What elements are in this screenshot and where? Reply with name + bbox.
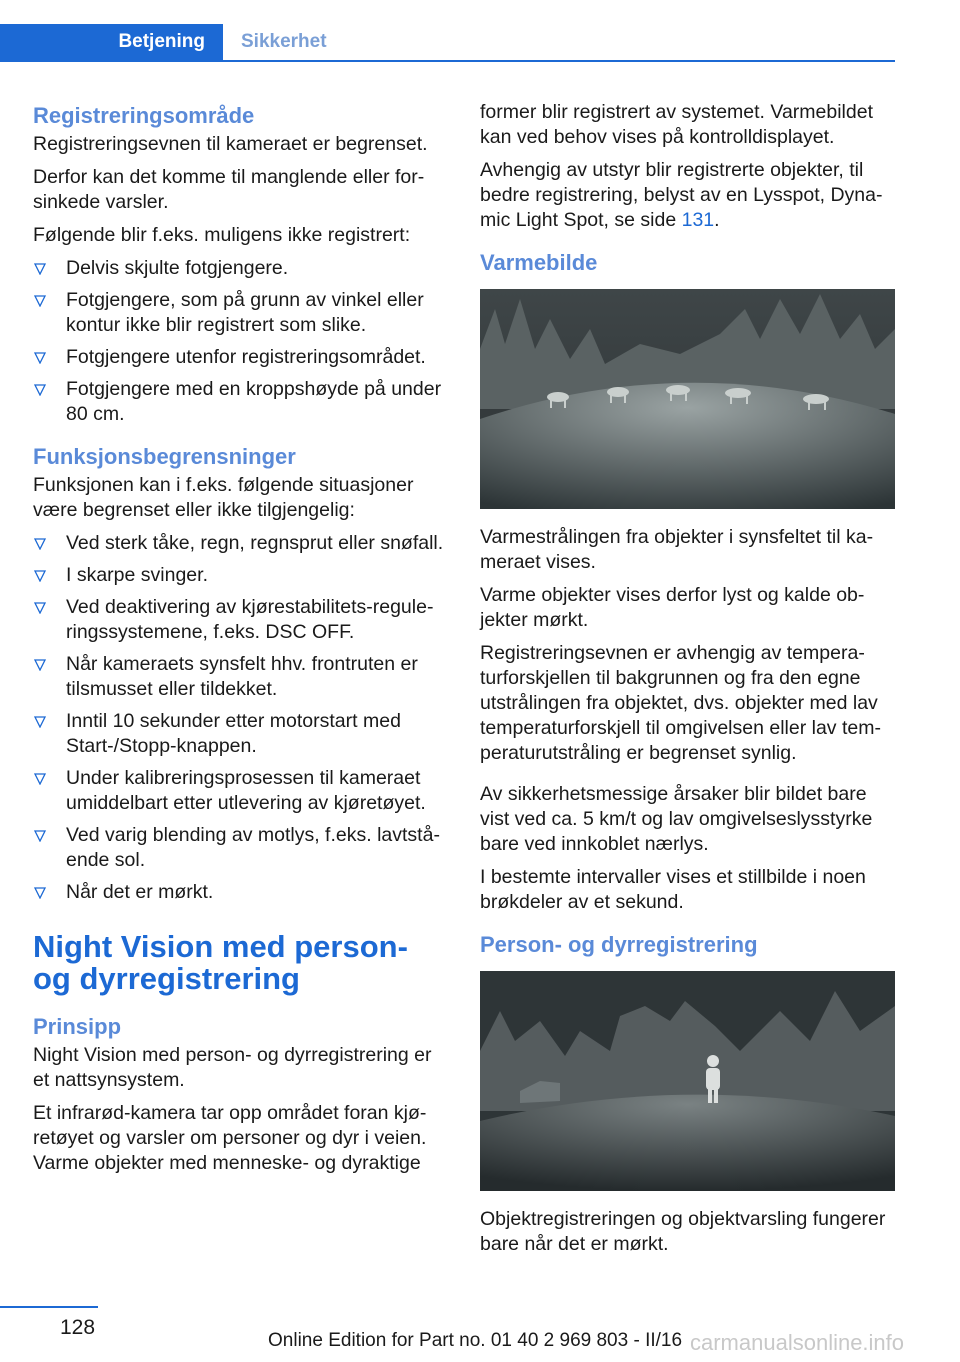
triangle-bullet-icon	[34, 830, 46, 842]
list-not-registered	[33, 256, 451, 427]
triangle-bullet-icon	[34, 602, 46, 614]
list-item: Inntil 10 sekunder etter motorstart med Start-/Stopp-knappen.	[33, 709, 451, 759]
page-number-divider	[0, 1306, 98, 1308]
watermark: carmanualsonline.info	[690, 1330, 905, 1355]
heading-varmebilde: Varmebilde	[480, 250, 598, 275]
chapter-tabs	[0, 24, 895, 62]
triangle-bullet-icon	[34, 773, 46, 785]
left-column	[33, 100, 451, 1184]
paragraph: Objektregistreringen og objektvarsling fungerer bare når det er mørkt.	[480, 1208, 886, 1255]
thermal-image-animals	[480, 289, 895, 509]
triangle-bullet-icon	[34, 570, 46, 582]
triangle-bullet-icon	[34, 659, 46, 671]
triangle-bullet-icon	[34, 352, 46, 364]
heading-prinsipp: Prinsipp	[33, 1014, 122, 1039]
list-item: I skarpe svinger.	[33, 563, 451, 588]
paragraph: Registreringsevnen er avhengig av temperaturforskjellen til bakgrunnen og fra den egne utstrålingen fra objektet, dvs. objekter med lav temperaturforskjell til omgivelsen eller lav temperaturutstråling er begrenset synlig.	[480, 642, 881, 764]
list-item: Ved deaktivering av kjørestabilitets-reguleringssystemene, f.eks. DSC OFF.	[33, 595, 451, 645]
paragraph: Funksjonen kan i f.eks. følgende situasjoner være begrenset eller ikke tilgjengelig:	[33, 474, 414, 521]
paragraph: Varmestrålingen fra objekter i synsfeltet til kameraet vises.	[480, 526, 874, 573]
paragraph: Registreringsevnen til kameraet er begrenset.	[33, 133, 428, 155]
heading-registreringsomrade: Registreringsområde	[33, 103, 255, 128]
heading-funksjonsbegrensninger: Funksjonsbegrensninger	[33, 444, 296, 469]
heading-person-dyrregistrering: Person- og dyrregistrering	[480, 932, 758, 957]
triangle-bullet-icon	[34, 538, 46, 550]
list-limitations	[33, 531, 451, 905]
triangle-bullet-icon	[34, 384, 46, 396]
paragraph: Derfor kan det komme til manglende eller forsinkede varsler.	[33, 166, 425, 213]
page-reference-link[interactable]: 131	[681, 209, 715, 231]
paragraph: Et infrarød-kamera tar opp området foran kjøretøyet og varsler om personer og dyr i veien. Varme objekter med menneske- og dyraktige	[33, 1102, 427, 1174]
triangle-bullet-icon	[34, 716, 46, 728]
triangle-bullet-icon	[34, 295, 46, 307]
list-item: Når kameraets synsfelt hhv. frontruten er tilsmusset eller tildekket.	[33, 652, 451, 702]
right-column	[480, 100, 898, 1265]
paragraph: Night Vision med person- og dyrregistrering er et nattsynsystem.	[33, 1044, 432, 1091]
list-item: Fotgjengere utenfor registreringsområdet.	[33, 345, 451, 370]
list-item: Under kalibreringsprosessen til kameraet umiddelbart etter utlevering av kjøretøyet.	[33, 766, 451, 816]
list-item: Fotgjengere, som på grunn av vinkel eller kontur ikke blir registrert som slike.	[33, 288, 451, 338]
list-item: Fotgjengere med en kroppshøyde på under 80 cm.	[33, 377, 451, 427]
page-number: 128	[60, 1316, 96, 1339]
list-item: Når det er mørkt.	[33, 880, 451, 905]
triangle-bullet-icon	[34, 263, 46, 275]
tab-sikkerhet[interactable]: Sikkerhet	[241, 31, 327, 52]
tab-betjening[interactable]: Betjening	[0, 24, 223, 60]
list-item: Ved sterk tåke, regn, regnsprut eller snøfall.	[33, 531, 451, 556]
paragraph: Varme objekter vises derfor lyst og kalde objekter mørkt.	[480, 584, 865, 631]
edition-footer: Online Edition for Part no. 01 40 2 969 803 - II/16	[268, 1330, 683, 1351]
paragraph: I bestemte intervaller vises et stillbilde i noen brøkdeler av et sekund.	[480, 866, 866, 913]
list-item: Delvis skjulte fotgjengere.	[33, 256, 451, 281]
paragraph: former blir registrert av systemet. Varmebildet kan ved behov vises på kontrolldisplayet.	[480, 101, 873, 148]
thermal-image-person	[480, 971, 895, 1191]
heading-night-vision: Night Vision med person- og dyrregistrering	[33, 929, 408, 996]
header-divider	[0, 60, 895, 62]
paragraph: Av sikkerhetsmessige årsaker blir bildet bare vist ved ca. 5 km/t og lav omgivelseslysstyrke bare ved innkoblet nærlys.	[480, 783, 873, 855]
paragraph: Avhengig av utstyr blir registrerte objekter, til bedre registrering, belyst av en Lysspot, Dynamic Light Spot, se side 131.	[480, 159, 883, 231]
triangle-bullet-icon	[34, 887, 46, 899]
list-item: Ved varig blending av motlys, f.eks. lavtstående sol.	[33, 823, 451, 873]
paragraph: Følgende blir f.eks. muligens ikke registrert:	[33, 224, 411, 246]
